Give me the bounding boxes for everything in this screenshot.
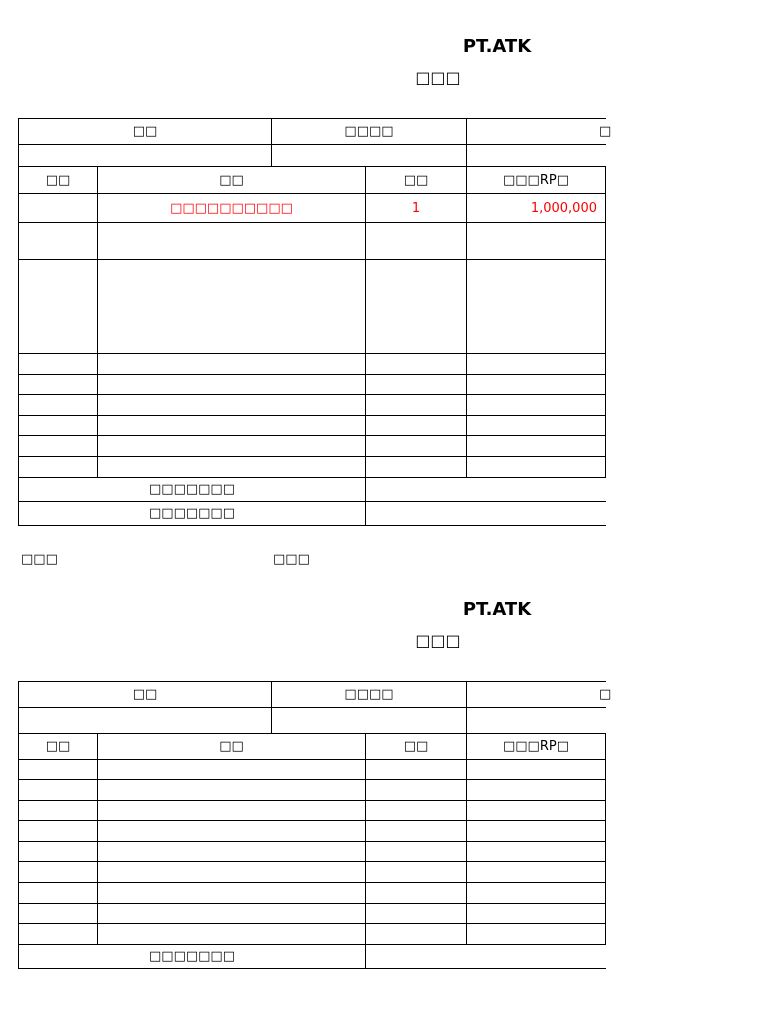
column-header-row: [19, 734, 606, 760]
item-amount: 1,000,000: [467, 194, 606, 222]
header-label-1: □□: [19, 119, 272, 144]
table-row: [19, 416, 606, 436]
header-value-row: [19, 145, 606, 167]
col-header-4: □□□RP□: [467, 167, 606, 193]
header-label-1: □□: [19, 682, 272, 707]
col-header-3: □□: [366, 734, 467, 759]
col-header-2: □□: [98, 167, 366, 193]
table-row: [19, 924, 606, 945]
table-row: [19, 194, 606, 223]
col-header-1: □□: [19, 167, 98, 193]
invoice-table: [18, 118, 612, 526]
table-row: [19, 260, 606, 354]
table-row: [19, 457, 606, 478]
header-label-row: [19, 119, 612, 145]
header-value-2: [272, 145, 467, 166]
total-label: □□□□□□□: [19, 478, 366, 501]
signature-label-middle: □□□: [273, 552, 310, 567]
total-row: [19, 478, 606, 502]
header-label-2: □□□□: [272, 682, 467, 707]
table-row: [19, 780, 606, 801]
col-header-3: □□: [366, 167, 467, 193]
table-row: [19, 883, 606, 904]
table-row: [19, 354, 606, 375]
col-header-4: □□□RP□: [467, 734, 606, 759]
total-label: □□□□□□□: [19, 502, 366, 525]
signature-label-left: □□□: [21, 552, 58, 567]
header-label-2: □□□□: [272, 119, 467, 144]
table-row: [19, 842, 606, 862]
document-title: □□□: [415, 631, 461, 650]
item-quantity: 1: [366, 194, 467, 222]
total-label: □□□□□□□: [19, 945, 366, 968]
table-row: [19, 375, 606, 395]
header-label-row: [19, 682, 612, 708]
header-value-1: [19, 145, 272, 166]
table-row: [19, 395, 606, 416]
col-header-1: □□: [19, 734, 98, 759]
item-cell-1: [19, 194, 98, 222]
table-row: [19, 904, 606, 924]
item-description: □□□□□□□□□□: [98, 194, 366, 222]
header-value-row: [19, 708, 606, 734]
header-value-1: [19, 708, 272, 733]
company-name: PT.ATK: [462, 36, 532, 57]
table-row: [19, 862, 606, 883]
total-row: [19, 945, 606, 969]
document-title: □□□: [415, 68, 461, 87]
company-name: PT.ATK: [462, 599, 532, 620]
table-row: [19, 821, 606, 842]
header-value-2: [272, 708, 467, 733]
table-row: [19, 801, 606, 821]
total-row: [19, 502, 606, 526]
table-row: [19, 223, 606, 260]
header-label-3: □: [599, 687, 612, 702]
col-header-2: □□: [98, 734, 366, 759]
column-header-row: [19, 167, 606, 194]
table-row: [19, 436, 606, 457]
invoice-table: [18, 681, 612, 969]
table-row: [19, 760, 606, 780]
header-label-3: □: [599, 124, 612, 139]
